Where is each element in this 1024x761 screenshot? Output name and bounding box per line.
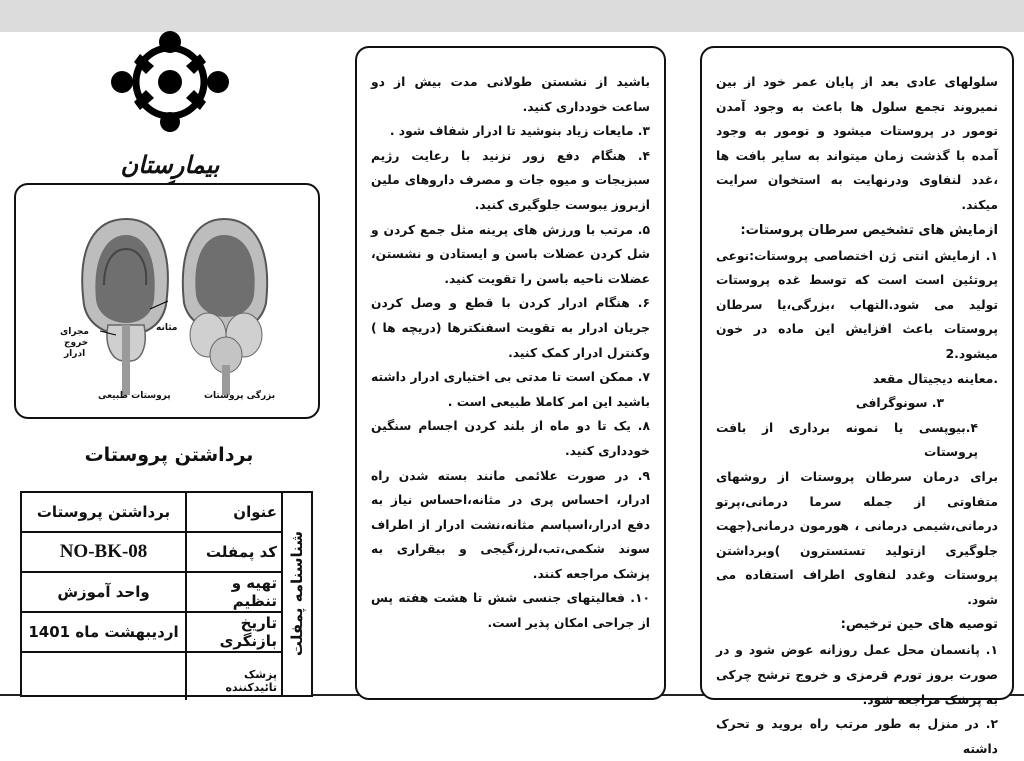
id-key: کد پمفلت <box>186 532 283 572</box>
id-value: برداشتن پروستات <box>22 493 186 532</box>
list-item: ۱۰. فعالیتهای جنسی شش تا هشت هفته پس از جراحی امکان پذیر است. <box>371 591 650 631</box>
pamphlet-title: برداشتن پروستات <box>84 444 254 466</box>
list-item: ۹. در صورت علائمی مانند بسته شدن راه ادرار، احساس پری در مثانه،احساس نیاز به دفع ادرار،اسپاسم مثانه،نشت ادرار از اطراف سوند شکمی،تب،لرز،گیجی و بیقراری به پزشک مراجعه کنند. <box>371 468 650 581</box>
id-value <box>22 652 186 700</box>
label-urethra-2: خروج <box>64 338 89 348</box>
middle-text-column <box>355 46 666 700</box>
treatment-paragraph: برای درمان سرطان پروستات از روشهای متفاوتی از جمله سرما درمانی،پرتو درمانی،شیمی درمانی ، هورمون درمانی(جهت جلوگیری ازتولید تستسترون )وبرداشتن پروستات وغدد لنفاوی اطراف استفاده می شود. <box>716 469 998 607</box>
label-normal-prostate: پروستات طبیعی <box>98 391 171 401</box>
list-item: ۷. ممکن است تا مدتی بی اختیاری ادرار داشته باشید این امر کاملا طبیعی است . <box>371 370 650 409</box>
label-bladder: مثانه <box>156 323 178 333</box>
list-item: .معاینه دیجیتال مقعد <box>872 371 998 386</box>
list-item: ۴.بیوپسی یا نمونه برداری از بافت پروستات <box>716 420 978 460</box>
intro-paragraph: سلولهای عادی بعد از پایان عمر خود از بین نمیروند تجمع سلول ها باعث به وجود آمدن تومور در پروستات میشود و تومور به وجود آمده با گذشت زمان میتواند به سایر بافت ها ،غدد لنفاوی ودرنهایت به استخوان سرایت میکند. <box>716 75 998 212</box>
diagnosis-heading: ازمایش های تشخیص سرطان پروستات: <box>740 222 998 238</box>
list-item: ۸. یک تا دو ماه از بلند کردن اجسام سنگین خودداری کنید. <box>371 419 650 458</box>
id-card-heading-cell <box>281 493 311 695</box>
list-item: ۴. هنگام دفع زور نزنید با رعایت رژیم سبزیجات و میوه جات و مصرف داروهای ملین ازبروز یبوست جلوگیری کنید. <box>371 148 650 212</box>
prostate-diagram-icon <box>16 185 318 417</box>
hospital-name: بیمارستان <box>120 150 220 179</box>
id-value: NO-BK-08 <box>22 532 186 572</box>
id-key: عنوان <box>186 493 283 532</box>
table-row <box>22 652 283 700</box>
list-item: ۲. در منزل به طور مرتب راه بروید و تحرک داشته <box>716 717 998 756</box>
list-item: ۱. ازمایش انتی ژن اختصاصی پروستات:نوعی پروتئین است است که توسط غده پروستات تولید می شود.التهاب ،بزرگی،یا سرطان پروستات باعث افزایش این ماده در خون میشود.2 <box>716 248 998 361</box>
pamphlet-id-card <box>20 491 313 697</box>
list-item: ۱. پانسمان محل عمل روزانه عوض شود و در صورت بروز تورم قرمزی و خروج ترشح چرکی به پزشک مراجعه شود. <box>716 643 998 707</box>
right-text-column <box>700 46 1014 756</box>
table-row <box>22 493 283 532</box>
hospital-logo-icon <box>104 28 236 132</box>
id-value: واحد آموزش <box>22 572 186 612</box>
discharge-heading: توصیه های حین ترخیص: <box>840 617 998 633</box>
id-key: تهیه و تنظیم <box>186 572 283 612</box>
paragraph: باشید از نشستن طولانی مدت بیش از دو ساعت خودداری کنید. <box>371 75 650 114</box>
table-row <box>22 532 283 572</box>
list-item: ۵. مرتب با ورزش های پرینه مثل جمع کردن و شل کردن عضلات باسن و ایستادن و نشستن، عضلات ناحیه باسن را تقویت کنید. <box>371 222 650 286</box>
table-row <box>22 572 283 612</box>
label-enlarged-prostate: بزرگی پروستات <box>204 391 276 401</box>
label-urethra-1: مجرای <box>60 327 89 337</box>
list-item: ۳. سونوگرافی <box>855 396 944 411</box>
prostate-illustration <box>14 183 320 419</box>
id-card-table <box>22 493 283 700</box>
list-item: ۶. هنگام ادرار کردن با قطع و وصل کردن جریان ادرار به تقویت اسفنکترها (دریچه ها ) وکنترل ادرار کمک کنید. <box>371 296 650 360</box>
id-key: پزشک تائیدکننده <box>186 652 283 700</box>
list-item: ۳. مایعات زیاد بنوشید تا ادرار شفاف شود . <box>389 124 650 139</box>
id-value: اردیبهشت ماه 1401 <box>22 612 186 652</box>
label-urethra-3: ادرار <box>64 349 86 359</box>
table-row <box>22 612 283 652</box>
id-key: تاریخ بازنگری <box>186 612 283 652</box>
id-card-heading: شناسنامه پمفلت <box>288 531 306 657</box>
